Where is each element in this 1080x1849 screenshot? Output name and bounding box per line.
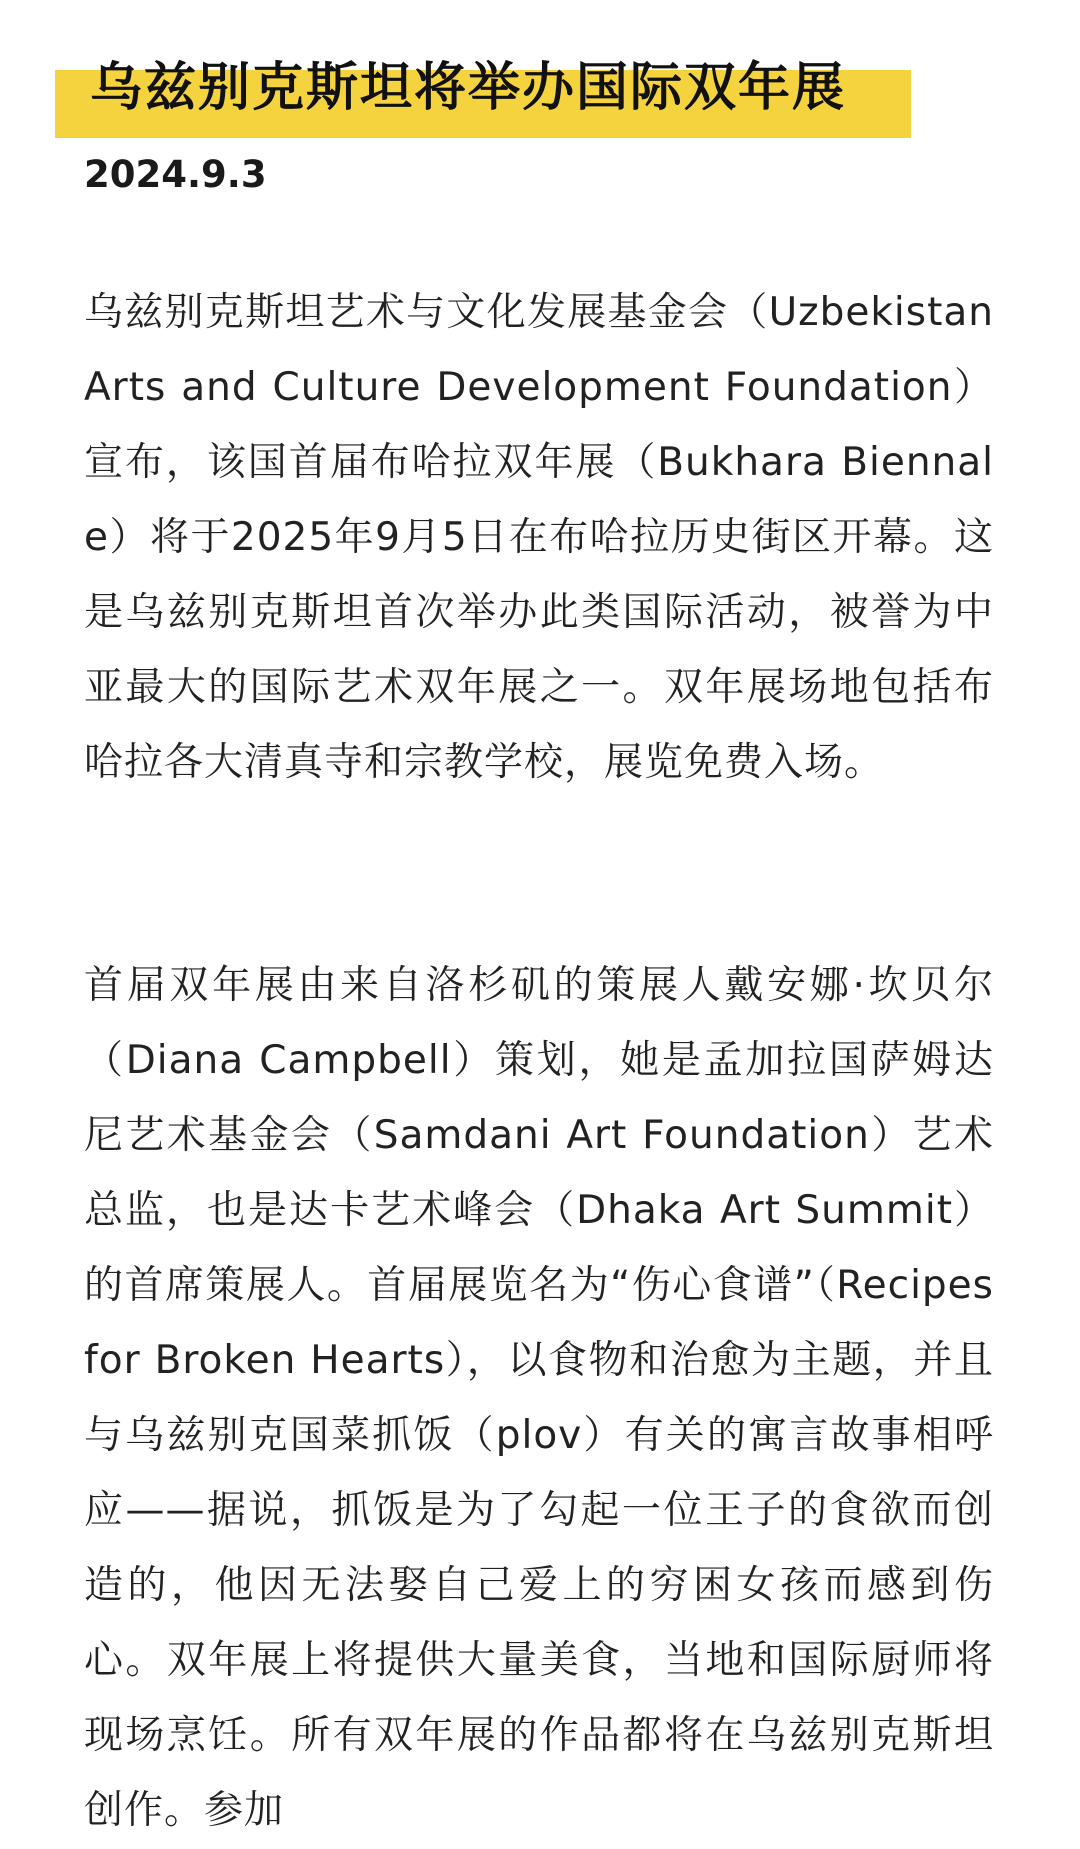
- paragraph-1: 乌兹别克斯坦艺术与文化发展基金会（Uzbekistan Arts and Culture Development Foundation）宣布，该国首届布哈拉双年展（Bukhara Biennale）将于2025年9月5日在布哈拉历史街区开幕。这是乌兹别克斯坦首次举办此类国际活动，被誉为中亚最大的国际艺术双年展之一。双年展场地包括布哈拉各大清真寺和宗教学校，展览免费入场。: [84, 290, 994, 785]
- article-title: 乌兹别克斯坦将举办国际双年展: [90, 58, 847, 118]
- article-date: 2024.9.3: [84, 153, 267, 196]
- paragraph-2: 首届双年展由来自洛杉矶的策展人戴安娜·坎贝尔（Diana Campbell）策划，她是孟加拉国萨姆达尼艺术基金会（Samdani Art Foundation）艺术总监，也是达卡艺术峰会（Dhaka Art Summit）的首席策展人。首届展览名为“伤心食谱”（Recipes for Broken Hearts），以食物和治愈为主题，并且与乌兹别克国菜抓饭（plov）有关的寓言故事相呼应——据说，抓饭是为了勾起一位王子的食欲而创造的，他因无法娶自己爱上的穷困女孩而感到伤心。双年展上将提供大量美食，当地和国际厨师将现场烹饪。所有双年展的作品都将在乌兹别克斯坦创作。参加: [84, 963, 994, 1833]
